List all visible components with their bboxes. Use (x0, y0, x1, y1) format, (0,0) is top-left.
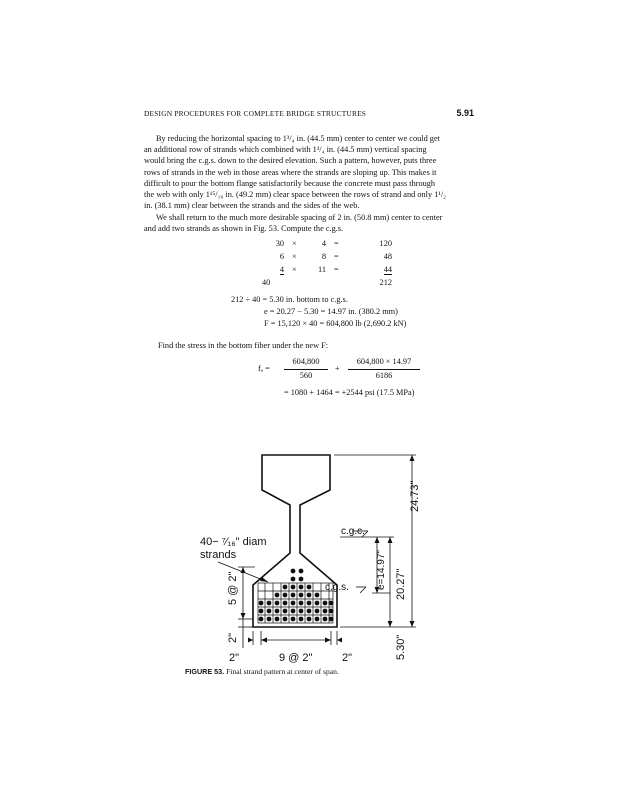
moment-value: 44 (383, 265, 392, 274)
right-edge-dimension: 2" (342, 652, 353, 664)
distance-value: 11 (318, 265, 326, 274)
eccentricity-equation: e = 20.27 − 5.30 = 14.97 in. (380.2 mm) (264, 307, 398, 316)
equals-sign: = (334, 252, 339, 261)
strand-count: 4 (279, 265, 284, 274)
cgs-label: c.g.s. (325, 582, 349, 593)
figure-caption-text: Final strand pattern at center of span. (226, 667, 339, 676)
force-equation: F = 15,120 × 40 = 604,800 lb (2,690.2 kN) (264, 319, 407, 328)
text-line: and add two strands as shown in Fig. 53. Compute the c.g.s. (144, 224, 344, 234)
total-strands: 40 (262, 278, 271, 287)
figure-caption-label: FIGURE 53. (185, 667, 225, 676)
strand-dots (259, 569, 334, 622)
text-line: difficult to pour the bottom flange satisfactorily because the concrete must pass through (144, 178, 436, 188)
plus-sign: + (335, 364, 340, 373)
text-line: By reducing the horizontal spacing to 1³/₄ in. (44.5 mm) center to center we could get (156, 134, 440, 143)
text-line: would bring the c.g.s. down to the desired elevation. Such a pattern, however, puts three (144, 156, 437, 166)
times-sign: × (292, 239, 297, 248)
stress-numerator-1: 604,800 (292, 357, 320, 366)
paragraph-find-stress: Find the stress in the bottom fiber under the new F: (158, 341, 329, 350)
cgc-label: c.g.c. (341, 526, 365, 537)
equals-sign: = (334, 265, 339, 274)
text-line: in. (38.1 mm) clear between the strands and the sides of the web. (144, 201, 360, 211)
stress-numerator-2: 604,800 × 14.97 (356, 357, 412, 366)
dimension-arrows (241, 455, 415, 643)
equals-sign: = (334, 239, 339, 248)
text-line: We shall return to the much more desirable spacing of 2 in. (50.8 mm) center to center (156, 213, 443, 222)
figure-labels (200, 480, 421, 664)
cgs-height-dimension: 5.30" (395, 634, 407, 660)
figure-caption (185, 667, 339, 676)
text-line: rows of strands in the web in those areas where the strands are sloping up. This makes it (144, 167, 437, 177)
total-moment: 212 (379, 278, 392, 287)
text-line: the web with only 1¹⁵/₁₆ in. (49.2 mm) clear space between the rows of strand and only 1¹/₂ (144, 190, 447, 200)
running-title: DESIGN PROCEDURES FOR COMPLETE BRIDGE STRUCTURES (144, 109, 367, 118)
stress-denominator-2: 6186 (375, 371, 393, 380)
moment-value: 48 (383, 252, 392, 261)
left-edge-dimension: 2" (229, 652, 240, 664)
vertical-spacing-dimension: 5 @ 2" (227, 571, 239, 605)
stress-result: = 1080 + 1464 = +2544 psi (17.5 MPa) (284, 388, 415, 397)
stress-denominator-1: 560 (299, 371, 313, 380)
cgc-height-dimension: 20.27" (395, 568, 407, 600)
bottom-cover-dimension: 2" (227, 632, 239, 643)
eccentricity-label: e=14.97" (376, 550, 387, 590)
cgs-result-equation: 212 ÷ 40 = 5.30 in. bottom to c.g.s. (231, 295, 348, 304)
times-sign: × (292, 265, 297, 274)
strands-label-line1: 40− ⁷⁄₁₆" diam (200, 536, 267, 548)
stress-lhs: fₐ = (258, 364, 270, 373)
times-sign: × (292, 252, 297, 261)
total-height-dimension: 24.73" (409, 480, 421, 512)
text-line: an additional row of strands which combined with 1³/₄ in. (44.5 mm) vertical spacing (144, 145, 427, 155)
distance-value: 8 (321, 252, 326, 261)
horizontal-spacing-dimension: 9 @ 2" (279, 652, 313, 664)
strand-count: 30 (275, 239, 284, 248)
moment-value: 120 (379, 239, 392, 248)
distance-value: 4 (321, 239, 326, 248)
page-number: 5.91 (456, 108, 474, 118)
strand-count: 6 (279, 252, 284, 261)
strands-label-line2: strands (200, 549, 237, 561)
